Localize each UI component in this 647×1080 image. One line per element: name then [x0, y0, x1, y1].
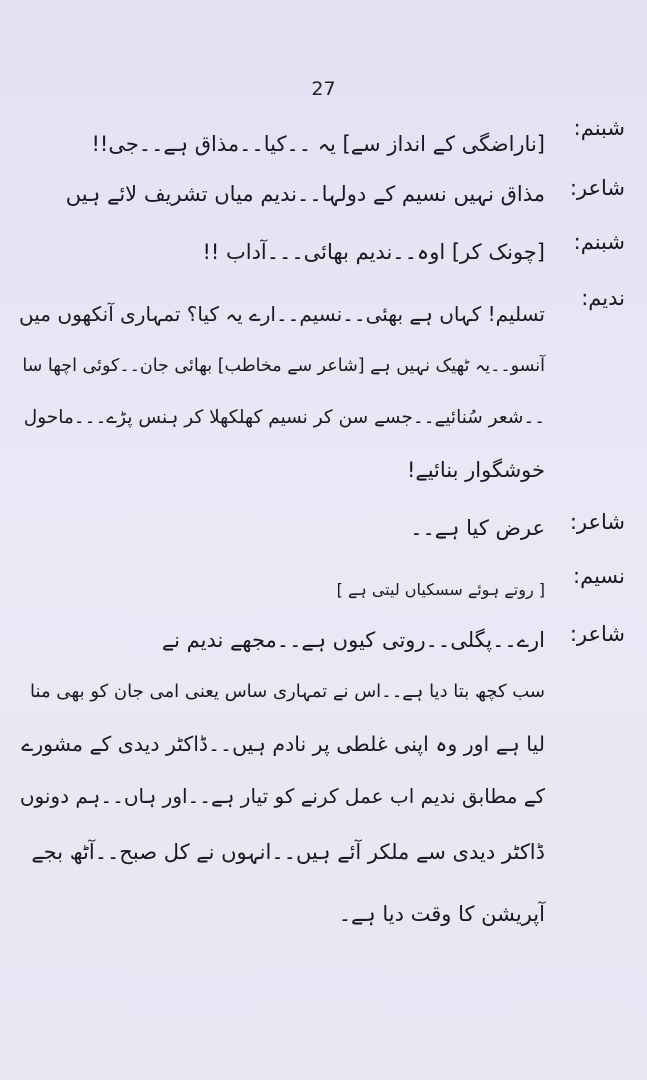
dialogue-line: کے مطابق ندیم اب عمل کرنے کو تیار ہے۔۔اور ہاں۔۔ہم دونوں [19, 784, 545, 808]
stage-direction: [ روتے ہوئے سسکیاں لیتی ہے ] [336, 580, 545, 599]
dialogue-line: ۔۔شعر سُنائیے۔۔جسے سن کر نسیم کھلکھلا کر ہنس پڑے۔۔۔ماحول [23, 407, 545, 428]
dialogue-line: ڈاکٹر دیدی سے ملکر آئے ہیں۔۔انہوں نے کل صبح۔۔آٹھ بجے [31, 840, 545, 864]
dialogue-line: لیا ہے اور وہ اپنی غلطی پر نادم ہیں۔۔ڈاکٹر دیدی کے مشورے [21, 732, 545, 756]
dialogue-line: [ناراضگی کے انداز سے] یہ ۔۔کیا۔۔مذاق ہے۔۔جی!! [91, 132, 545, 156]
speaker-label: شبنم: [573, 116, 625, 140]
speaker-label: شبنم: [573, 230, 625, 254]
dialogue-line: مذاق نہیں نسیم کے دولہا۔۔ندیم میاں تشریف لائے ہیں [65, 182, 545, 206]
dialogue-line: آپریشن کا وقت دیا ہے۔ [338, 902, 545, 926]
speaker-label: نسیم: [573, 564, 625, 588]
speaker-label: شاعر: [569, 622, 625, 646]
page-number: 27 [311, 78, 336, 100]
dialogue-line: عرض کیا ہے۔۔ [410, 516, 545, 540]
dialogue-line: ارے۔۔پگلی۔۔روتی کیوں ہے۔۔مجھے ندیم نے [161, 628, 545, 652]
dialogue-line: سب کچھ بتا دیا ہے۔۔اس نے تمہاری ساس یعنی امی جان کو بھی منا [30, 681, 545, 702]
dialogue-line: تسلیم! کہاں ہے بھئی۔۔نسیم۔۔ارے یہ کیا؟ تمہاری آنکھوں میں [19, 302, 545, 326]
speaker-label: شاعر: [569, 176, 625, 200]
dialogue-line: خوشگوار بنائیے! [406, 458, 545, 482]
speaker-label: ندیم: [581, 286, 625, 310]
dialogue-line: [چونک کر] اوہ۔۔ندیم بھائی۔۔۔آداب !! [202, 240, 545, 264]
speaker-label: شاعر: [569, 510, 625, 534]
dialogue-line: آنسو۔۔یہ ٹھیک نہیں ہے [شاعر سے مخاطب] بھائی جان۔۔کوئی اچھا سا [22, 356, 545, 376]
